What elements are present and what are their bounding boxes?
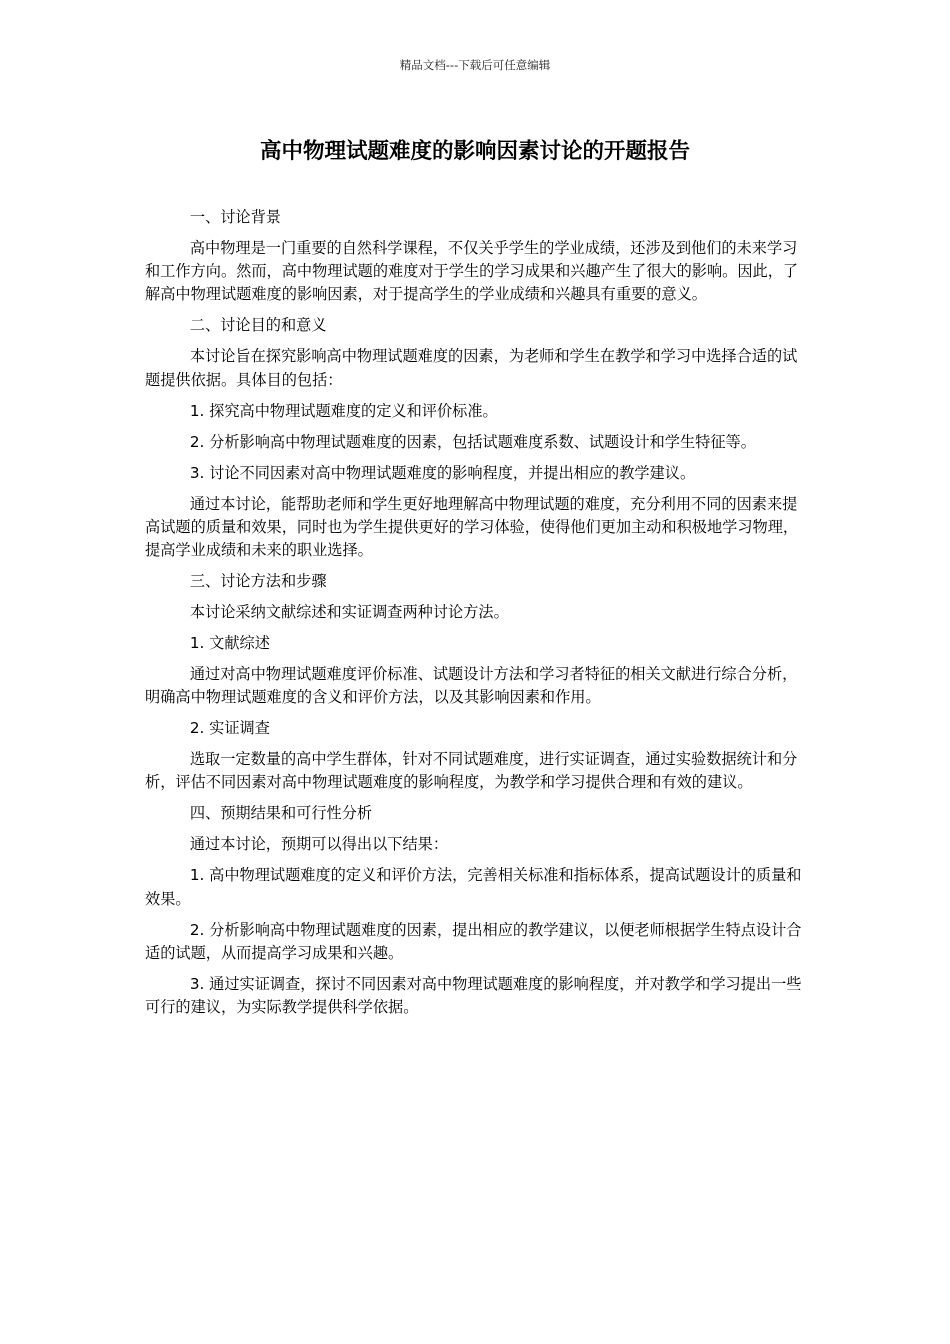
paragraph-survey: 选取一定数量的高中学生群体，针对不同试题难度，进行实证调查，通过实验数据统计和分析，评估不同因素对高中物理试题难度的影响程度，为教学和学习提供合理和有效的建议。 xyxy=(145,750,798,792)
paragraph-significance: 通过本讨论，能帮助老师和学生更好地理解高中物理试题的难度，充分利用不同的因素来提高试题的质量和效果，同时也为学生提供更好的学习体验，使得他们更加主动和积极地学习物理，提高学业成绩和未来的职业选择。 xyxy=(145,494,799,560)
paragraph-methods-intro: 本讨论采纳文献综述和实证调查两种讨论方法。 xyxy=(189,603,509,622)
expected-item-1: 1. 高中物理试题难度的定义和评价方法，完善相关标准和指标体系，提高试题设计的质量和效果。 xyxy=(145,866,802,908)
expected-item-2: 2. 分析影响高中物理试题难度的因素，提出相应的教学建议，以便老师根据学生特点设计合适的试题，从而提高学习成果和兴趣。 xyxy=(145,920,802,962)
section-heading-background: 一、讨论背景 xyxy=(189,208,281,226)
purpose-item-1: 1. 探究高中物理试题难度的定义和评价标准。 xyxy=(189,401,498,420)
section-heading-expected: 四、预期结果和可行性分析 xyxy=(189,804,373,823)
section-heading-purpose: 二、讨论目的和意义 xyxy=(189,316,327,335)
document-body xyxy=(145,206,807,1027)
paragraph-background: 高中物理是一门重要的自然科学课程，不仅关乎学生的学业成绩，还涉及到他们的未来学习和工作方向。然而，高中物理试题的难度对于学生的学习成果和兴趣产生了很大的影响。因此，了解高中物理试题难度的影响因素，对于提高学生的学业成绩和兴趣具有重要的意义。 xyxy=(145,239,799,304)
expected-item-3: 3. 通过实证调查，探讨不同因素对高中物理试题难度的影响程度，并对教学和学习提出一些可行的建议，为实际教学提供科学依据。 xyxy=(145,974,802,1017)
purpose-item-2: 2. 分析影响高中物理试题难度的因素，包括试题难度系数、试题设计和学生特征等。 xyxy=(189,432,756,451)
paragraph-purpose-intro: 本讨论旨在探究影响高中物理试题难度的因素，为老师和学生在教学和学习中选择合适的试题提供依据。具体目的包括： xyxy=(145,347,798,389)
method-heading-survey: 2. 实证调查 xyxy=(189,719,270,738)
document-title: 高中物理试题难度的影响因素讨论的开题报告 xyxy=(259,139,690,164)
paragraph-expected-intro: 通过本讨论，预期可以得出以下结果： xyxy=(189,835,449,854)
header-note: 精品文档---下载后可任意编辑 xyxy=(399,58,551,72)
section-heading-methods: 三、讨论方法和步骤 xyxy=(189,572,327,591)
purpose-item-3: 3. 讨论不同因素对高中物理试题难度的影响程度，并提出相应的教学建议。 xyxy=(189,463,696,482)
method-heading-literature: 1. 文献综述 xyxy=(189,634,270,653)
paragraph-literature: 通过对高中物理试题难度评价标准、试题设计方法和学习者特征的相关文献进行综合分析，明确高中物理试题难度的含义和评价方法，以及其影响因素和作用。 xyxy=(145,665,798,707)
